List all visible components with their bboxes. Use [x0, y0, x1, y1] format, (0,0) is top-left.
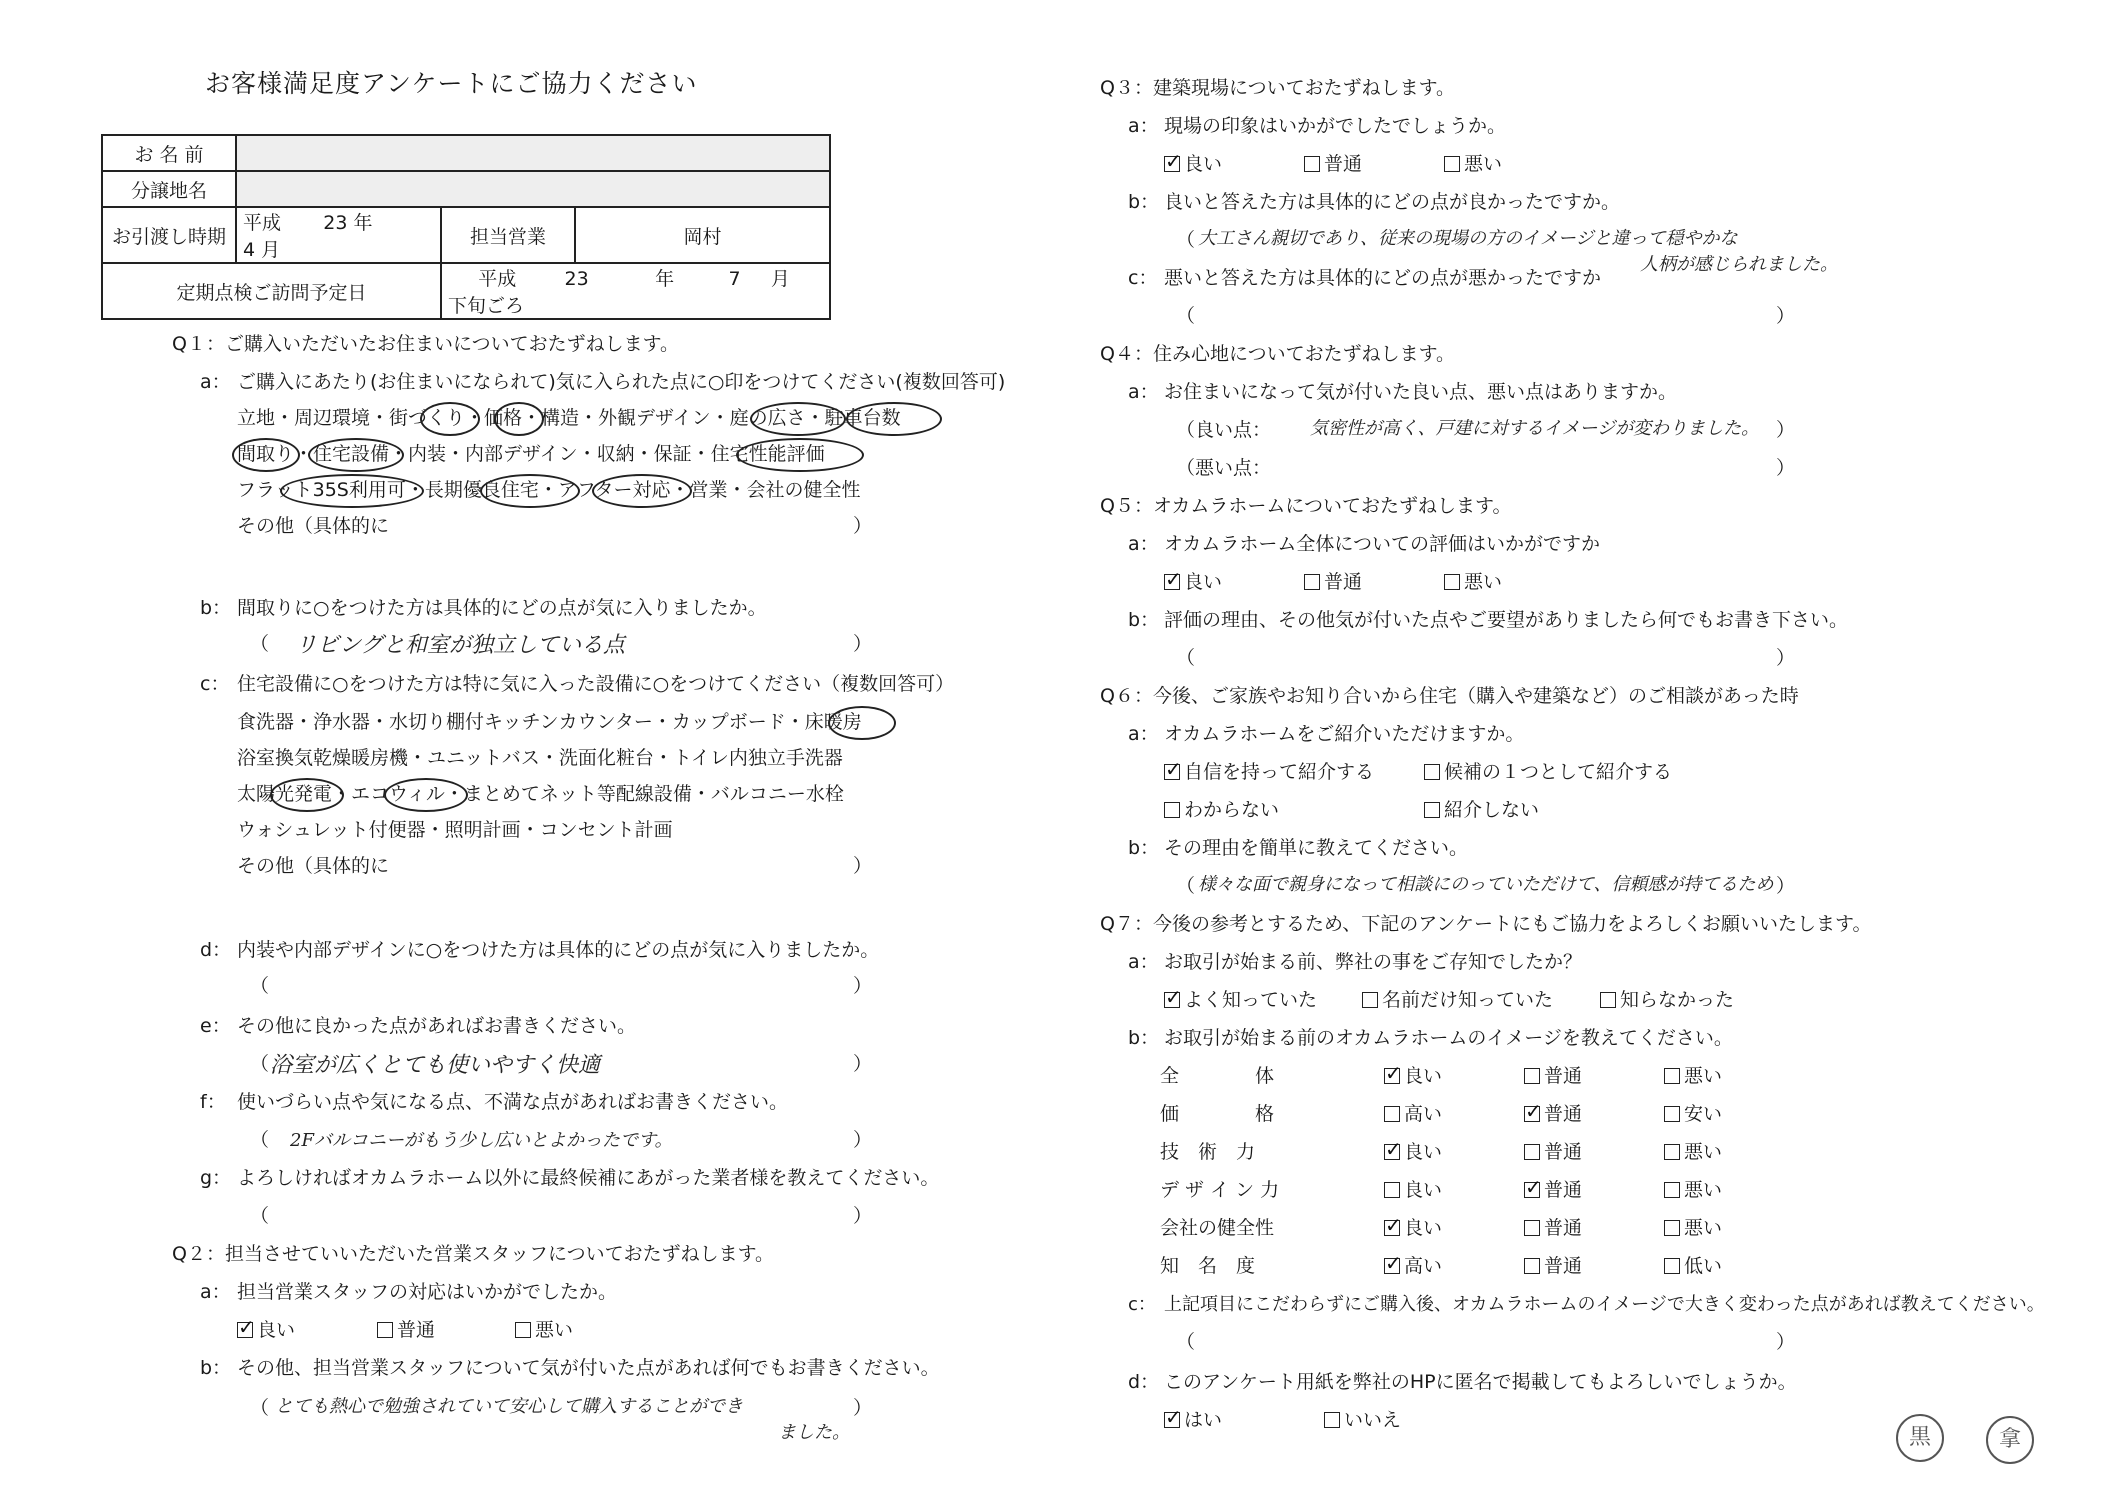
q6a-opt3-label: わからない	[1184, 799, 1280, 821]
q5b-close: ）	[1776, 647, 1796, 669]
q4a-good-answer: 気密性が高く、戸建に対するイメージが変わりました。	[1310, 418, 1760, 439]
sales-name: 岡村	[575, 207, 830, 263]
inspection-date	[441, 263, 830, 319]
selection-circle	[750, 402, 846, 436]
q1g-open: （	[250, 1205, 270, 1227]
q5-heading: Q５：オカムラホームについておたずねします。	[1100, 495, 1512, 517]
q2a-opt-bad-label: 悪い	[535, 1319, 574, 1341]
q1d-open: （	[250, 975, 270, 997]
q2a-text: 担当営業スタッフの対応はいかがでしたか。	[237, 1281, 618, 1303]
checkbox-checked[interactable]	[1384, 1258, 1400, 1274]
q1c-options-line1: 食洗器・浄水器・水切り棚付キッチンカウンター・カップボード・床暖房	[237, 711, 862, 733]
checkbox[interactable]	[1362, 992, 1378, 1008]
q7b-row-label: 会社の健全性	[1160, 1217, 1275, 1239]
inspection-month: 7	[728, 268, 741, 290]
q4a-good-label: （良い点：	[1176, 419, 1272, 441]
q7b-opt-label: 高い	[1404, 1255, 1443, 1277]
q2b-answer: とても熱心で勉強されていて安心して購入することができ	[275, 1396, 743, 1417]
checkbox[interactable]	[1600, 992, 1616, 1008]
q6b-open: （	[1176, 875, 1196, 897]
checkbox[interactable]	[1664, 1106, 1680, 1122]
selection-circle	[736, 438, 864, 472]
q4a-text: お住まいになって気が付いた良い点、悪い点はありますか。	[1164, 381, 1678, 403]
checkbox[interactable]	[1664, 1068, 1680, 1084]
checkbox-checked[interactable]	[1384, 1144, 1400, 1160]
customer-info-table	[101, 134, 831, 320]
q3c-text: 悪いと答えた方は具体的にどの点が悪かったですか	[1164, 267, 1602, 289]
q1c-other-close: ）	[853, 855, 873, 877]
q7b-row-opt[interactable]	[1664, 1178, 1722, 1202]
selection-circle	[592, 474, 692, 508]
q7b-opt-label: 普通	[1544, 1103, 1583, 1125]
q1a-options-line3: フラット35S利用可・長期優良住宅・アフター対応・営業・会社の健全性	[237, 479, 861, 501]
checkbox[interactable]	[1384, 1182, 1400, 1198]
selection-circle	[828, 706, 896, 740]
checkbox-checked[interactable]	[1164, 156, 1180, 172]
q3a-opt-normal-label: 普通	[1324, 153, 1363, 175]
subdivision-label: 分譲地名	[102, 171, 236, 207]
q7b-row-opt[interactable]	[1384, 1254, 1442, 1278]
q7b-row-opt[interactable]	[1524, 1064, 1582, 1088]
q3c-close: ）	[1776, 305, 1796, 327]
q7b-row-opt[interactable]	[1524, 1216, 1582, 1240]
q1b-open: （	[250, 633, 270, 655]
q5b-label: b：	[1128, 609, 1160, 631]
q7b-row-opt[interactable]	[1664, 1140, 1722, 1164]
q7b-row-label: 価 格	[1160, 1103, 1275, 1125]
q3a-label: a：	[1128, 115, 1159, 137]
q5a-opt-normal-label: 普通	[1324, 571, 1363, 593]
checkbox-checked[interactable]	[1524, 1106, 1540, 1122]
q1e-answer: 浴室が広くとても使いやすく快適	[270, 1053, 601, 1078]
handover-year: 23	[323, 212, 348, 234]
q7b-opt-label: 良い	[1404, 1217, 1443, 1239]
q3a-opt-bad-label: 悪い	[1464, 153, 1503, 175]
q1c-other: その他（具体的に	[237, 855, 390, 877]
checkbox[interactable]	[1524, 1068, 1540, 1084]
q7d-text: このアンケート用紙を弊社のHPに匿名で掲載してもよろしいでしょうか。	[1164, 1371, 1797, 1393]
q6b-answer: 様々な面で親身になって相談にのっていただけて、信頼感が持てるため	[1198, 874, 1774, 895]
inspection-year-unit: 年	[655, 268, 675, 290]
selection-circle	[384, 778, 468, 812]
q4-heading: Q４：住み心地についておたずねします。	[1100, 343, 1456, 365]
q2b-text: その他、担当営業スタッフについて気が付いた点があれば何でもお書きください。	[237, 1357, 940, 1379]
q1a-label: a：	[200, 371, 231, 393]
q3b-open: （	[1176, 229, 1196, 251]
q7c-open: （	[1176, 1331, 1196, 1353]
q2a-opt-normal-label: 普通	[397, 1319, 436, 1341]
q7b-opt-label: 良い	[1404, 1179, 1443, 1201]
q1f-text: 使いづらい点や気になる点、不満な点があればお書きください。	[237, 1091, 789, 1113]
q5a-opt-bad[interactable]	[1444, 570, 1502, 594]
q1e-label: e：	[200, 1015, 231, 1037]
q5b-text: 評価の理由、その他気が付いた点やご要望がありましたら何でもお書き下さい。	[1164, 609, 1849, 631]
q2a-opt-good-label: 良い	[257, 1319, 296, 1341]
q1d-text: 内装や内部デザインに○をつけた方は具体的にどの点が気に入りましたか。	[237, 939, 880, 961]
q2b-close: ）	[853, 1397, 873, 1419]
checkbox-checked[interactable]	[1164, 992, 1180, 1008]
q3b-label: b：	[1128, 191, 1160, 213]
q7b-opt-label: 悪い	[1684, 1141, 1723, 1163]
q6a-text: オカムラホームをご紹介いただけますか。	[1164, 723, 1525, 745]
q1f-answer: 2Fバルコニーがもう少し広いとよかったです。	[290, 1130, 673, 1151]
q7a-opt3-label: 知らなかった	[1620, 989, 1735, 1011]
q7b-opt-label: 普通	[1544, 1065, 1583, 1087]
inspection-timing: 下旬ごろ	[448, 295, 525, 317]
q1f-label: f：	[200, 1091, 226, 1113]
q1f-open: （	[250, 1129, 270, 1151]
q2a-opt-good[interactable]	[237, 1318, 295, 1342]
q7b-opt-label: 高い	[1404, 1103, 1443, 1125]
q1c-text: 住宅設備に○をつけた方は特に気に入った設備に○をつけてください（複数回答可）	[237, 673, 955, 695]
q7b-row-label: 技 術 力	[1160, 1141, 1256, 1163]
selection-circle	[232, 438, 300, 472]
checkbox[interactable]	[1304, 156, 1320, 172]
inspection-era: 平成	[478, 268, 517, 290]
q3b-text: 良いと答えた方は具体的にどの点が良かったですか。	[1164, 191, 1621, 213]
checkbox[interactable]	[1424, 764, 1440, 780]
checkbox[interactable]	[1524, 1220, 1540, 1236]
q7a-opt3[interactable]	[1600, 988, 1734, 1012]
q7b-row-opt[interactable]	[1524, 1254, 1582, 1278]
q2b-answer-cont: ました。	[778, 1422, 850, 1443]
checkbox-checked[interactable]	[1524, 1182, 1540, 1198]
checkbox-checked[interactable]	[237, 1322, 253, 1338]
q6a-opt2[interactable]	[1424, 760, 1672, 784]
q7b-row-opt[interactable]	[1384, 1216, 1442, 1240]
checkbox[interactable]	[1324, 1412, 1340, 1428]
q1a-options-line2: 間取り・住宅設備・内装・内部デザイン・収納・保証・住宅性能評価	[237, 443, 825, 465]
checkbox[interactable]	[515, 1322, 531, 1338]
q7b-row-opt[interactable]	[1384, 1140, 1442, 1164]
q1e-close: ）	[853, 1053, 873, 1075]
q7b-row-label: 全 体	[1160, 1065, 1275, 1087]
q7b-opt-label: 低い	[1684, 1255, 1723, 1277]
q7b-row-label: 知 名 度	[1160, 1255, 1256, 1277]
q3-heading: Q３：建築現場についておたずねします。	[1100, 77, 1456, 99]
q2a-label: a：	[200, 1281, 231, 1303]
q7d-opt-no[interactable]	[1324, 1408, 1401, 1432]
q6a-opt4[interactable]	[1424, 798, 1539, 822]
handover-month: 4	[243, 239, 256, 261]
q6a-opt2-label: 候補の１つとして紹介する	[1444, 761, 1673, 783]
q7b-row-opt[interactable]	[1524, 1102, 1582, 1126]
q7a-opt1-label: よく知っていた	[1184, 989, 1318, 1011]
q7c-label: c：	[1128, 1294, 1156, 1315]
selection-circle	[280, 474, 424, 508]
q7b-row-opt[interactable]	[1524, 1178, 1582, 1202]
q7b-row-opt[interactable]	[1384, 1102, 1442, 1126]
checkbox-checked[interactable]	[1384, 1068, 1400, 1084]
inspection-label: 定期点検ご訪問予定日	[102, 263, 441, 319]
q3b-answer: 大工さん親切であり、従来の現場の方のイメージと違って穏やかな	[1198, 228, 1738, 249]
checkbox[interactable]	[1664, 1220, 1680, 1236]
q7b-opt-label: 良い	[1404, 1065, 1443, 1087]
q6a-opt3[interactable]	[1164, 798, 1279, 822]
q7c-close: ）	[1776, 1331, 1796, 1353]
q2b-open: （	[250, 1397, 270, 1419]
checkbox[interactable]	[1664, 1258, 1680, 1274]
q7b-opt-label: 良い	[1404, 1141, 1443, 1163]
q5a-opt-good-label: 良い	[1184, 571, 1223, 593]
q7b-opt-label: 安い	[1684, 1103, 1723, 1125]
q1a-other-close: ）	[853, 515, 873, 537]
approval-stamp-icon: 黒	[1896, 1414, 1944, 1462]
q6a-opt1[interactable]	[1164, 760, 1374, 784]
q7a-label: a：	[1128, 951, 1159, 973]
q6b-text: その理由を簡単に教えてください。	[1164, 837, 1469, 859]
q7b-row-opt[interactable]	[1664, 1064, 1722, 1088]
q1b-close: ）	[853, 633, 873, 655]
q6a-opt4-label: 紹介しない	[1444, 799, 1540, 821]
q7d-opt-yes-label: はい	[1184, 1409, 1223, 1431]
q1a-options-line1: 立地・周辺環境・街づくり・価格・構造・外観デザイン・庭の広さ・駐車台数	[237, 407, 901, 429]
q7b-opt-label: 普通	[1544, 1255, 1583, 1277]
name-field	[236, 135, 830, 171]
q1c-options-line2: 浴室換気乾燥暖房機・ユニットバス・洗面化粧台・トイレ内独立手洗器	[237, 747, 843, 769]
selection-circle	[420, 402, 480, 436]
subdivision-field	[236, 171, 830, 207]
q1e-open: （	[250, 1053, 270, 1075]
q7b-row-opt[interactable]	[1384, 1064, 1442, 1088]
q7b-opt-label: 普通	[1544, 1141, 1583, 1163]
q1e-text: その他に良かった点があればお書きください。	[237, 1015, 637, 1037]
checkbox[interactable]	[1664, 1144, 1680, 1160]
checkbox[interactable]	[1524, 1144, 1540, 1160]
name-label: お 名 前	[102, 135, 236, 171]
q5a-opt-good[interactable]	[1164, 570, 1222, 594]
checkbox[interactable]	[377, 1322, 393, 1338]
q7b-opt-label: 悪い	[1684, 1217, 1723, 1239]
q7b-row-opt[interactable]	[1664, 1254, 1722, 1278]
q3a-text: 現場の印象はいかがでしたでしょうか。	[1164, 115, 1507, 137]
q2a-opt-bad[interactable]	[515, 1318, 573, 1342]
q6a-label: a：	[1128, 723, 1159, 745]
q3c-label: c：	[1128, 267, 1158, 289]
checkbox-checked[interactable]	[1164, 1412, 1180, 1428]
q7b-label: b：	[1128, 1027, 1160, 1049]
q1g-close: ）	[853, 1205, 873, 1227]
q7d-label: d：	[1128, 1371, 1160, 1393]
q4a-bad-close: ）	[1776, 457, 1796, 479]
q4a-label: a：	[1128, 381, 1159, 403]
q1c-options-line3: 太陽光発電・エコウィル・まとめてネット等配線設備・バルコニー水栓	[237, 783, 844, 805]
page-title: お客様満足度アンケートにご協力ください	[205, 69, 698, 98]
handover-date	[236, 207, 441, 263]
q3a-opt-bad[interactable]	[1444, 152, 1502, 176]
q7b-opt-label: 普通	[1544, 1179, 1583, 1201]
q3a-opt-good-label: 良い	[1184, 153, 1223, 175]
checkbox-checked[interactable]	[1384, 1220, 1400, 1236]
q4a-good-close: ）	[1776, 419, 1796, 441]
selection-circle	[480, 474, 580, 508]
q1d-close: ）	[853, 975, 873, 997]
q5a-opt-normal[interactable]	[1304, 570, 1362, 594]
handover-label: お引渡し時期	[102, 207, 236, 263]
q7a-opt1[interactable]	[1164, 988, 1317, 1012]
q1b-answer: リビングと和室が独立している点	[295, 633, 626, 658]
sales-label: 担当営業	[441, 207, 575, 263]
approval-stamp-icon: 拿	[1986, 1416, 2034, 1464]
checkbox-checked[interactable]	[1164, 764, 1180, 780]
checkbox[interactable]	[1664, 1182, 1680, 1198]
q7a-opt2[interactable]	[1362, 988, 1553, 1012]
q5a-label: a：	[1128, 533, 1159, 555]
q7b-text: お取引が始まる前のオカムラホームのイメージを教えてください。	[1164, 1027, 1733, 1049]
q1a-other: その他（具体的に	[237, 515, 390, 537]
q7d-opt-yes[interactable]	[1164, 1408, 1222, 1432]
checkbox[interactable]	[1424, 802, 1440, 818]
inspection-year: 23	[564, 268, 589, 290]
checkbox[interactable]	[1384, 1106, 1400, 1122]
q2-heading: Q２：担当させていいただいた営業スタッフについておたずねします。	[172, 1243, 775, 1265]
handover-year-unit: 年	[353, 212, 373, 234]
q1b-text: 間取りに○をつけた方は具体的にどの点が気に入りましたか。	[237, 597, 767, 619]
checkbox[interactable]	[1524, 1258, 1540, 1274]
q7-heading: Q７：今後の参考とするため、下記のアンケートにもご協力をよろしくお願いいたします。	[1100, 913, 1872, 935]
q2b-label: b：	[200, 1357, 232, 1379]
q6-heading: Q６：今後、ご家族やお知り合いから住宅（購入や建築など）のご相談があった時	[1100, 685, 1799, 707]
q5a-opt-bad-label: 悪い	[1464, 571, 1503, 593]
q3a-opt-good[interactable]	[1164, 152, 1222, 176]
q5b-open: （	[1176, 647, 1196, 669]
q7a-text: お取引が始まる前、弊社の事をご存知でしたか？	[1164, 951, 1583, 973]
q4a-bad-label: （悪い点：	[1176, 457, 1272, 479]
q7a-opt2-label: 名前だけ知っていた	[1382, 989, 1554, 1011]
q6b-close: ）	[1776, 875, 1796, 897]
q1a-text: ご購入にあたり(お住まいになられて)気に入られた点に○印をつけてください(複数回答可)	[237, 371, 1006, 393]
handover-era: 平成	[243, 212, 282, 234]
q5a-text: オカムラホーム全体についての評価はいかがですか	[1164, 533, 1601, 555]
q1g-label: g：	[200, 1167, 232, 1189]
q7b-opt-label: 悪い	[1684, 1179, 1723, 1201]
checkbox[interactable]	[1304, 574, 1320, 590]
q1c-options-line4: ウォシュレット付便器・照明計画・コンセント計画	[237, 819, 673, 841]
checkbox[interactable]	[1444, 156, 1460, 172]
q3a-opt-normal[interactable]	[1304, 152, 1362, 176]
q3b-answer-cont: 人柄が感じられました。	[1640, 254, 1838, 275]
checkbox-checked[interactable]	[1164, 574, 1180, 590]
q1d-label: d：	[200, 939, 232, 961]
q1-heading: Q１：ご購入いただいたお住まいについておたずねします。	[172, 333, 680, 355]
q3c-open: （	[1176, 305, 1196, 327]
q7b-row-opt[interactable]	[1524, 1140, 1582, 1164]
q7b-row-opt[interactable]	[1664, 1102, 1722, 1126]
q1c-label: c：	[200, 673, 230, 695]
handover-month-unit: 月	[261, 239, 281, 261]
q7c-text: 上記項目にこだわらずにご購入後、オカムラホームのイメージで大きく変わった点があれば教えてください。	[1164, 1294, 2045, 1315]
q7b-row-opt[interactable]	[1664, 1216, 1722, 1240]
q6a-opt1-label: 自信を持って紹介する	[1184, 761, 1375, 783]
selection-circle	[270, 778, 344, 812]
q7b-row-label: デ ザ イ ン 力	[1160, 1179, 1280, 1201]
q1g-text: よろしければオカムラホーム以外に最終候補にあがった業者様を教えてください。	[237, 1167, 940, 1189]
q7d-opt-no-label: いいえ	[1344, 1409, 1402, 1431]
q7b-opt-label: 悪い	[1684, 1065, 1723, 1087]
q2a-opt-normal[interactable]	[377, 1318, 435, 1342]
q7b-opt-label: 普通	[1544, 1217, 1583, 1239]
inspection-month-unit: 月	[770, 268, 790, 290]
checkbox[interactable]	[1444, 574, 1460, 590]
q7b-row-opt[interactable]	[1384, 1178, 1442, 1202]
selection-circle	[494, 402, 544, 436]
checkbox[interactable]	[1164, 802, 1180, 818]
selection-circle	[308, 438, 404, 472]
selection-circle	[846, 402, 942, 436]
q1f-close: ）	[853, 1129, 873, 1151]
q6b-label: b：	[1128, 837, 1160, 859]
q1b-label: b：	[200, 597, 232, 619]
